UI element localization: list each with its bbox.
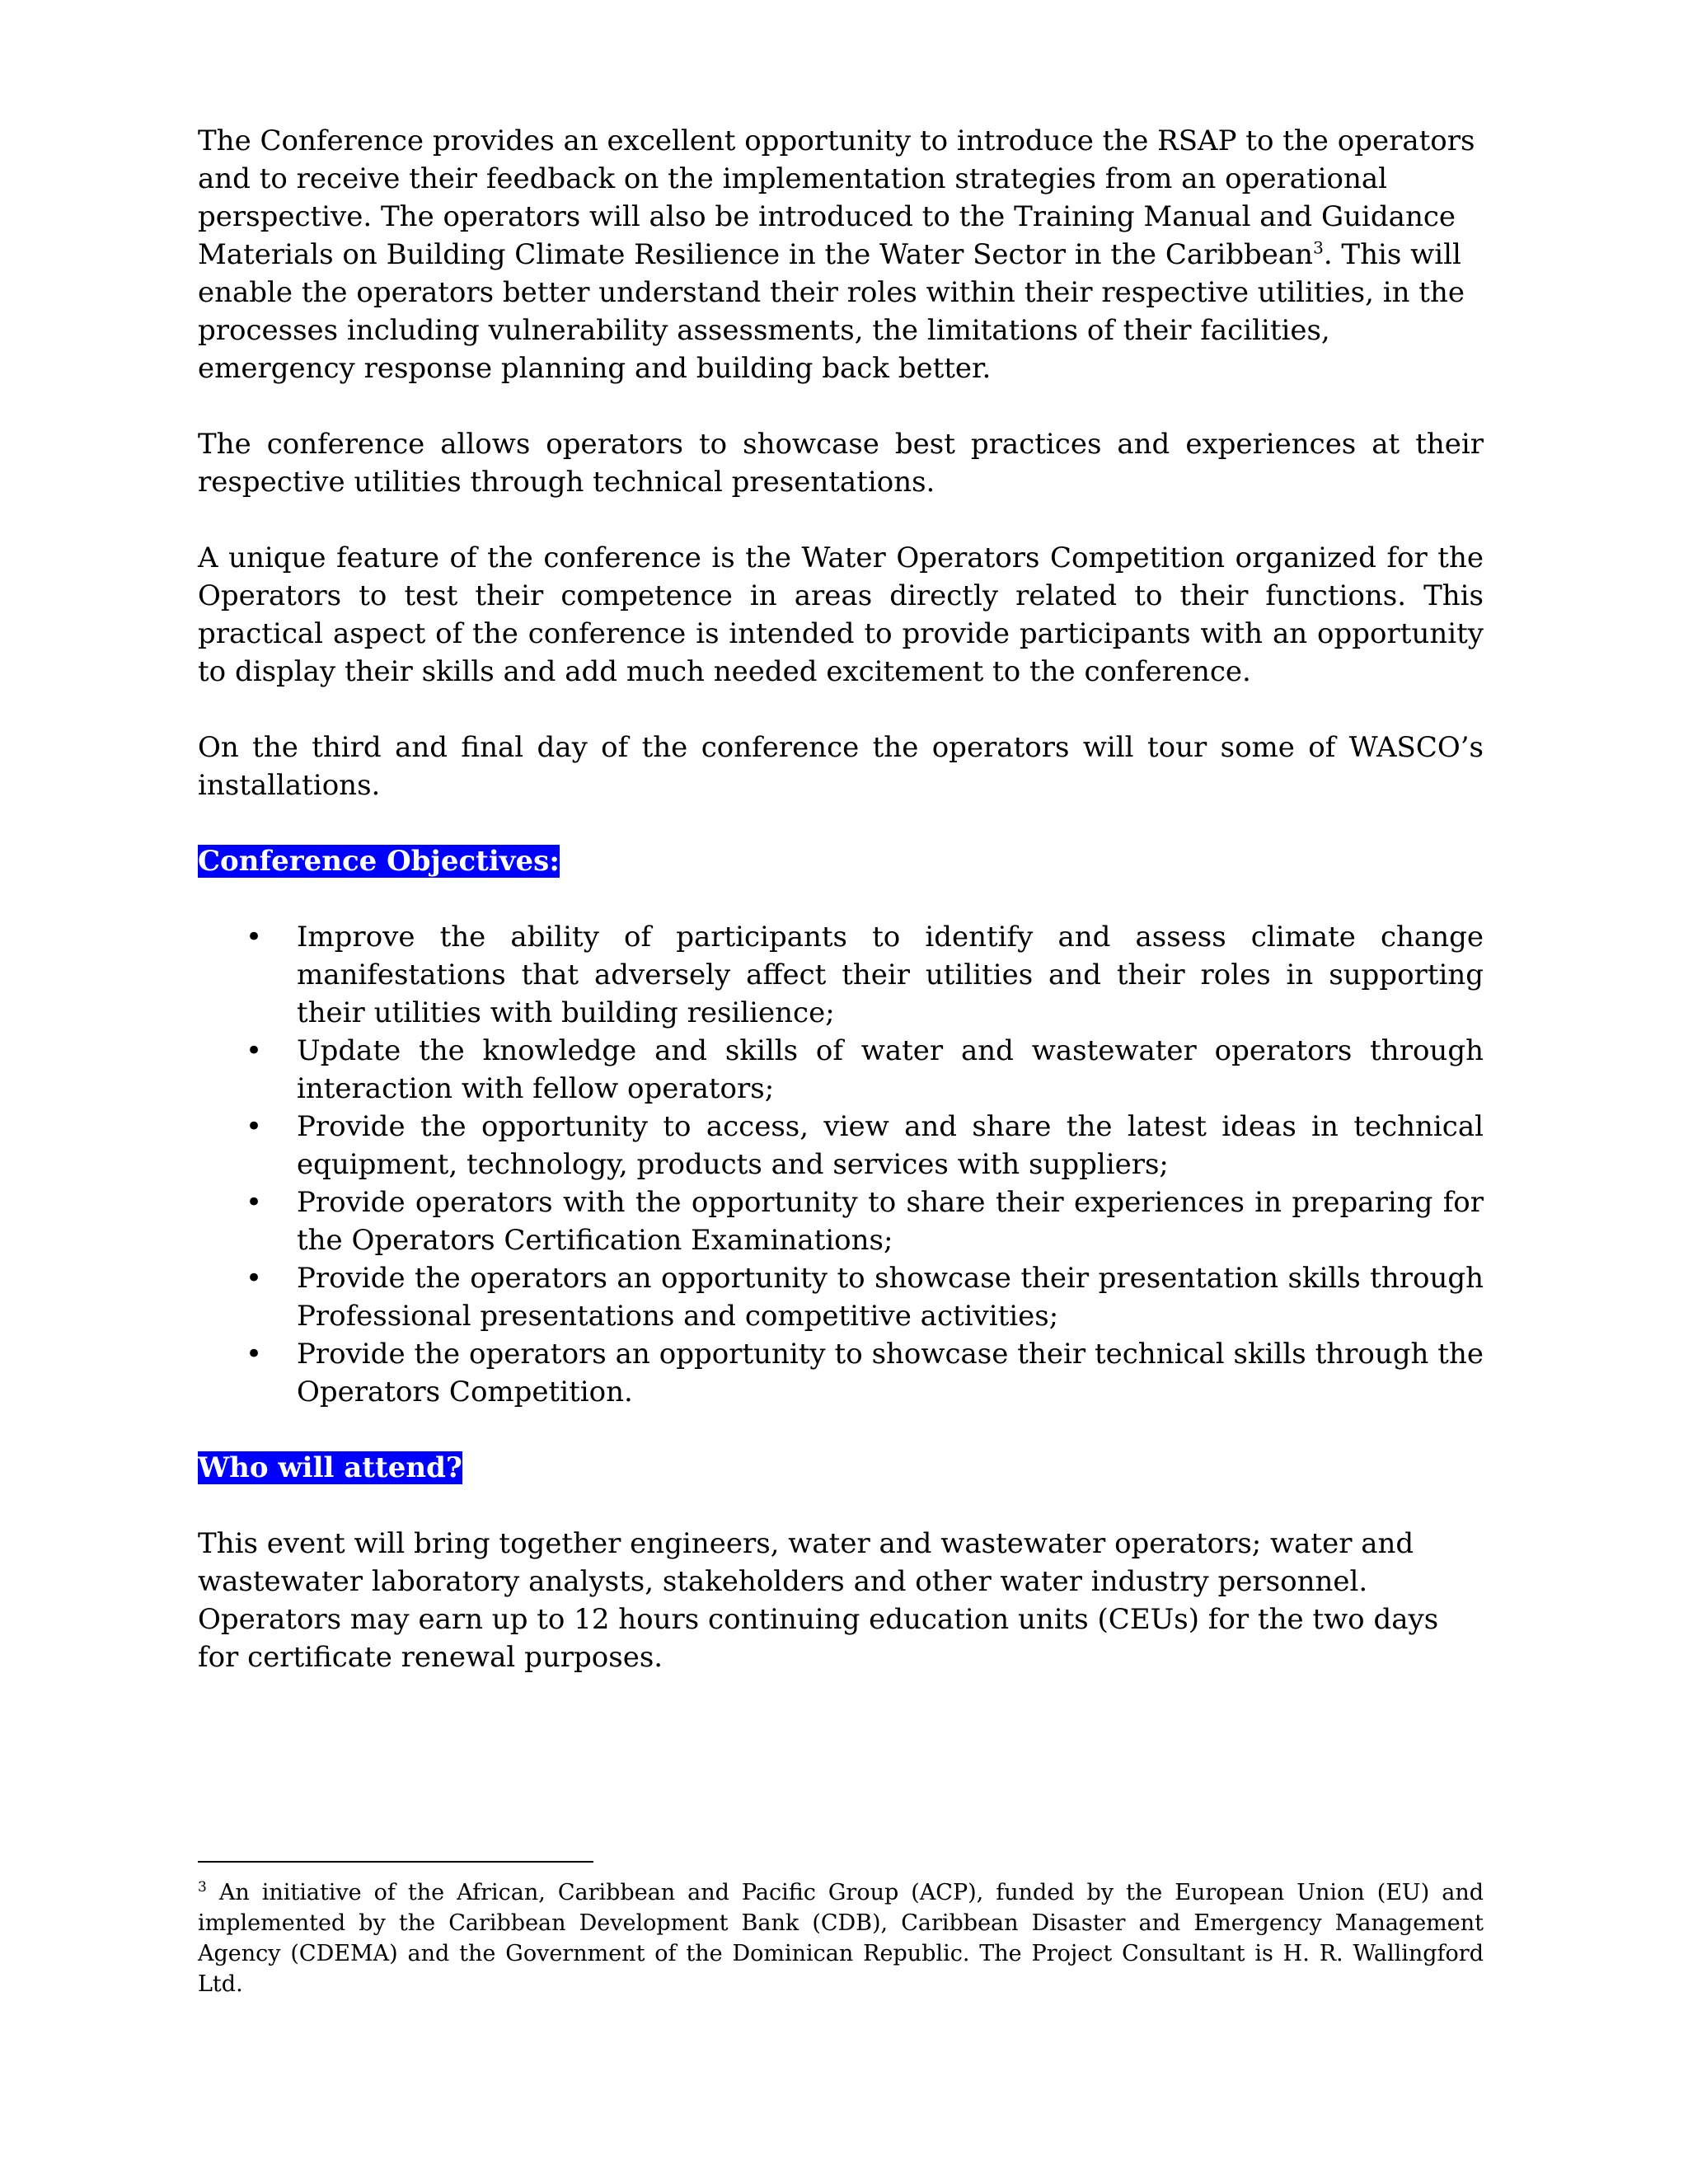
objective-text: Provide the opportunity to access, view and share the latest ideas in technical equipment, technology, products and services with suppliers;: [297, 1110, 1484, 1181]
footnote-text: An initiative of the African, Caribbean and Pacific Group (ACP), funded by the European Union (EU) and implemented by the Caribbean Development Bank (CDB), Caribbean Disaster and Emergency Management Agency (CDEMA) and the Government of the Dominican Republic. The Project Consultant is H. R. Wallingford Ltd.: [198, 1880, 1484, 1997]
tour-paragraph: On the third and final day of the conference the operators will tour some of WASCO’s installations.: [198, 731, 1484, 802]
objective-item: [198, 1183, 1484, 1259]
objective-text: Provide operators with the opportunity to share their experiences in preparing for the Operators Certification Examinations;: [297, 1186, 1484, 1257]
objective-item: [198, 1108, 1484, 1183]
objective-item: [198, 1335, 1484, 1411]
footnote-separator: [198, 1861, 593, 1863]
competition-paragraph: A unique feature of the conference is the Water Operators Competition organized for the Operators to test their competence in areas directly related to their functions. This practical aspect of the conference is intended to provide participants with an opportunity to display their skills and add much needed excitement to the conference.: [198, 541, 1484, 688]
bullet-icon: •: [246, 921, 263, 954]
intro-text-part1: The Conference provides an excellent opportunity to introduce the RSAP to the operators and to receive their feedback on the implementation strategies from an operational perspective. The operators will also be introduced to the Training Manual and Guidance Materials on Building Climate Resilience in the Water Sector in the Caribbean: [198, 124, 1475, 271]
objective-text: Update the knowledge and skills of water and wastewater operators through interaction with fellow operators;: [297, 1034, 1484, 1105]
bullet-icon: •: [246, 1034, 263, 1067]
objective-item: [198, 1032, 1484, 1108]
objectives-list: [198, 918, 1484, 1411]
footnote-marker: 3: [198, 1879, 207, 1896]
bullet-icon: •: [246, 1110, 263, 1143]
bullet-icon: •: [246, 1338, 263, 1371]
body-content: [198, 122, 1484, 1714]
attend-heading-text: Who will attend?: [198, 1451, 462, 1484]
objective-text: Provide the operators an opportunity to showcase their presentation skills through Professional presentations and competitive activities;: [297, 1262, 1484, 1333]
objectives-heading-text: Conference Objectives:: [198, 845, 560, 878]
objective-item: [198, 1259, 1484, 1335]
objectives-heading: [198, 842, 1484, 880]
intro-text-part2: . This will enable the operators better understand their roles within their respective utilities, in the processes including vulnerability assessments, the limitations of their facilities, emergency response planning and building back better.: [198, 238, 1465, 385]
bullet-icon: •: [246, 1186, 263, 1219]
attend-paragraph: This event will bring together engineers, water and wastewater operators; water and wastewater laboratory analysts, stakeholders and other water industry personnel. Operators may earn up to 12 hours continuing education units (CEUs) for the two days for certificate renewal purposes.: [198, 1527, 1439, 1674]
footnote-reference: 3: [1313, 237, 1324, 258]
footnote: [198, 1877, 1484, 1999]
objective-text: Provide the operators an opportunity to showcase their technical skills through the Operators Competition.: [297, 1338, 1484, 1408]
attend-heading: [198, 1449, 1484, 1487]
presentations-paragraph: The conference allows operators to showcase best practices and experiences at their respective utilities through technical presentations.: [198, 428, 1484, 499]
objective-text: Improve the ability of participants to identify and assess climate change manifestations that adversely affect their utilities and their roles in supporting their utilities with building resilience;: [297, 921, 1484, 1029]
intro-paragraph: [198, 122, 1484, 387]
objective-item: [198, 918, 1484, 1032]
bullet-icon: •: [246, 1262, 263, 1295]
